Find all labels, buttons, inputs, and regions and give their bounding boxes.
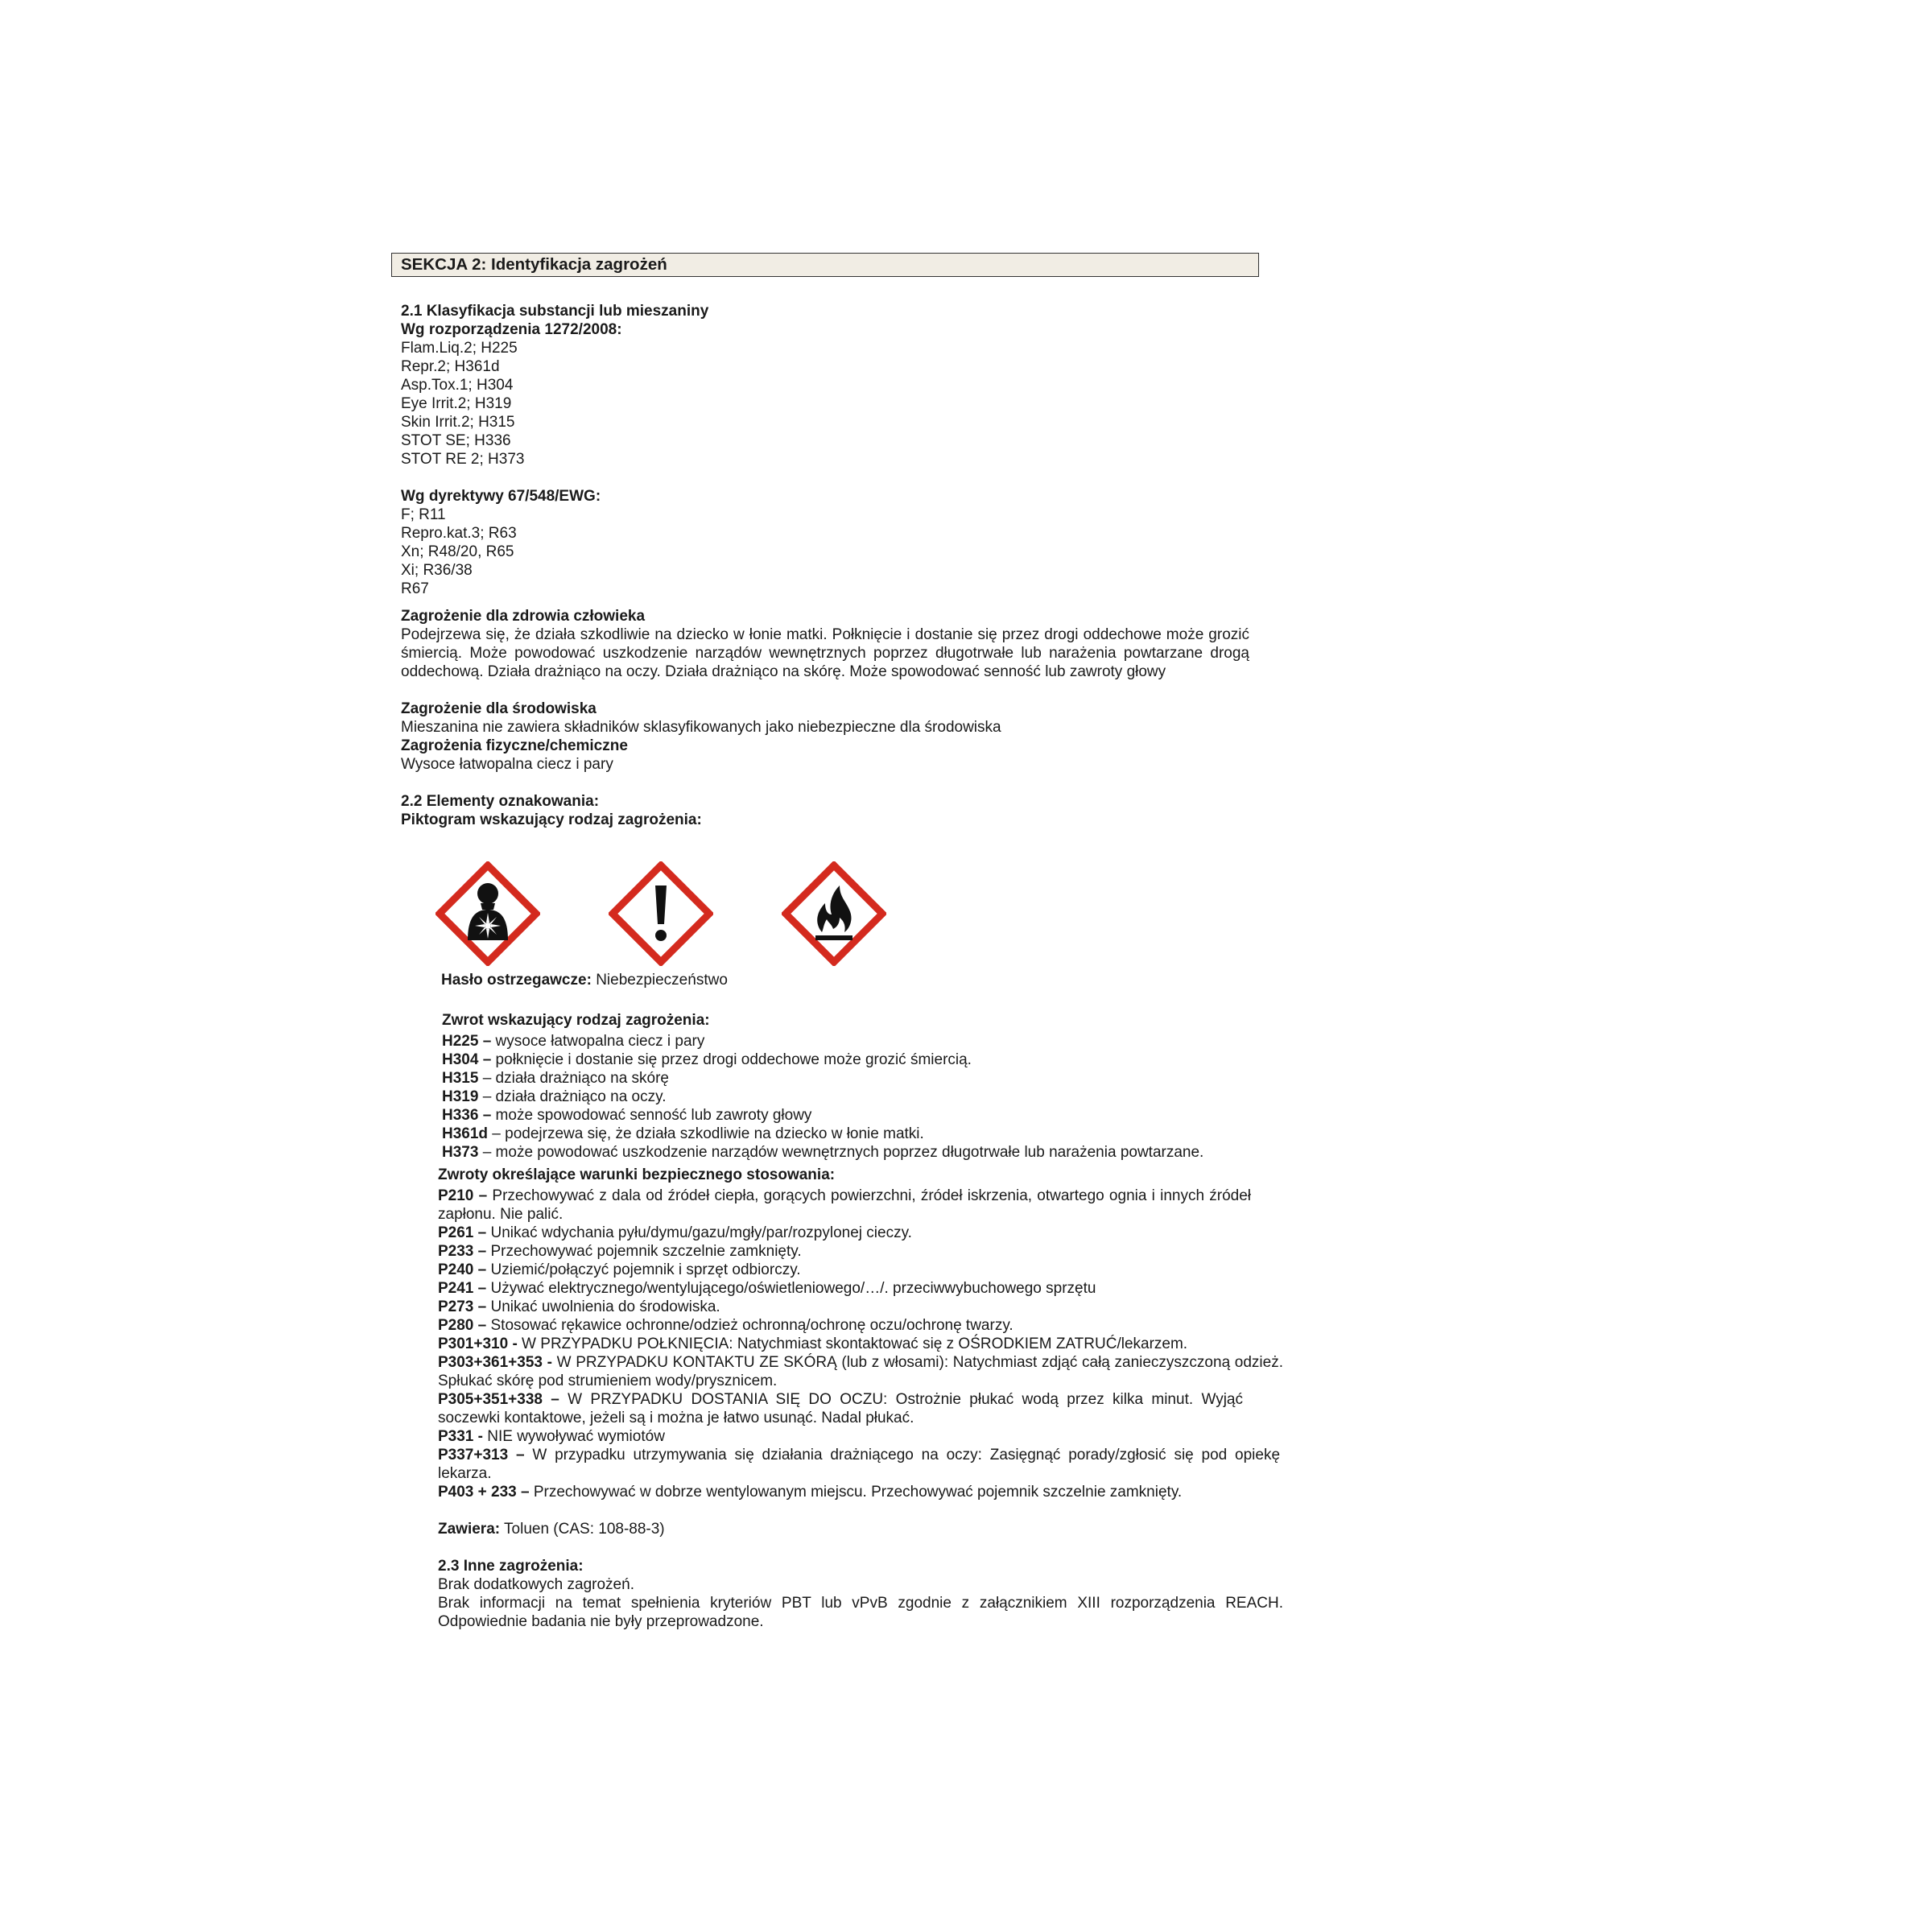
p-statement: P403 + 233 – Przechowywać w dobrze wentylowanym miejscu. Przechowywać pojemnik szczelnie zamknięty. bbox=[438, 1484, 1183, 1501]
h-statement: H361d – podejrzewa się, że działa szkodliwie na dziecko w łonie matki. bbox=[442, 1125, 924, 1142]
signal-word: Niebezpieczeństwo bbox=[596, 972, 728, 989]
clp-item: Skin Irrit.2; H315 bbox=[401, 414, 515, 431]
h-statement: H304 – połknięcie i dostanie się przez drogi oddechowe może grozić śmiercią. bbox=[442, 1051, 972, 1068]
dsd-item: R67 bbox=[401, 580, 429, 597]
clp-item: Asp.Tox.1; H304 bbox=[401, 377, 514, 394]
p-statements-heading: Zwroty określające warunki bezpiecznego stosowania: bbox=[438, 1166, 836, 1183]
health-hazard-icon bbox=[436, 861, 540, 966]
clp-heading: Wg rozporządzenia 1272/2008: bbox=[401, 321, 622, 338]
p-statement: P273 – Unikać uwolnienia do środowiska. bbox=[438, 1298, 720, 1315]
p-statement: P233 – Przechowywać pojemnik szczelnie zamknięty. bbox=[438, 1243, 802, 1260]
h-statement: H225 – wysoce łatwopalna ciecz i pary bbox=[442, 1033, 705, 1050]
clp-item: STOT SE; H336 bbox=[401, 432, 511, 449]
contains-text: Toluen (CAS: 108-88-3) bbox=[500, 1521, 665, 1538]
dsd-item: Xi; R36/38 bbox=[401, 562, 473, 579]
env-heading: Zagrożenie dla środowiska bbox=[401, 700, 597, 717]
p-statement: P305+351+338 – W PRZYPADKU DOSTANIA SIĘ DO OCZU: Ostrożnie płukać wodą przez kilka minut. Wyjąć soczewki kontaktowe, jeżeli są i można je łatwo usunąć. Nadal płukać. bbox=[438, 1391, 1244, 1426]
health-heading: Zagrożenie dla zdrowia człowieka bbox=[401, 608, 646, 625]
p-statement: P337+313 – W przypadku utrzymywania się działania drażniącego na oczy: Zasięgnąć porady/zgłosić się pod opiekę lekarza. bbox=[438, 1447, 1281, 1482]
section-2-3-heading: 2.3 Inne zagrożenia: bbox=[438, 1558, 584, 1575]
clp-item: Eye Irrit.2; H319 bbox=[401, 395, 512, 412]
p-statement: P210 – Przechowywać z dala od źródeł ciepła, gorących powierzchni, źródeł iskrzenia, otwartego ognia i innych źródeł zapłonu. Nie palić. bbox=[438, 1187, 1251, 1223]
section-2-1-heading: 2.1 Klasyfikacja substancji lub mieszaniny bbox=[401, 303, 709, 320]
p-statement: P241 – Używać elektrycznego/wentylującego/oświetleniowego/…/. przeciwwybuchowego sprzętu bbox=[438, 1280, 1096, 1297]
other-hazards-line: Brak dodatkowych zagrożeń. bbox=[438, 1576, 634, 1593]
signal-word-label: Hasło ostrzegawcze: bbox=[441, 972, 592, 989]
other-hazards-text: Brak informacji na temat spełnienia kryteriów PBT lub vPvB zgodnie z załącznikiem XIII rozporządzenia REACH. Odpowiednie badania nie były przeprowadzone. bbox=[438, 1595, 1283, 1630]
clp-item: STOT RE 2; H373 bbox=[401, 451, 525, 468]
p-statement: P280 – Stosować rękawice ochronne/odzież ochronną/ochronę oczu/ochronę twarzy. bbox=[438, 1317, 1013, 1334]
section-title: SEKCJA 2: Identyfikacja zagrożeń bbox=[401, 255, 667, 274]
exclamation-mark-icon bbox=[609, 861, 713, 966]
contains-label: Zawiera: bbox=[438, 1521, 501, 1538]
pictogram-heading: Piktogram wskazujący rodzaj zagrożenia: bbox=[401, 811, 702, 828]
signal-word-line bbox=[441, 971, 728, 989]
h-statement: H373 – może powodować uszkodzenie narządów wewnętrznych poprzez długotrwałe lub narażenia powtarzane. bbox=[442, 1144, 1204, 1161]
dsd-item: Repro.kat.3; R63 bbox=[401, 525, 517, 542]
clp-item: Flam.Liq.2; H225 bbox=[401, 340, 518, 357]
p-statement: P261 – Unikać wdychania pyłu/dymu/gazu/mgły/par/rozpylonej cieczy. bbox=[438, 1224, 912, 1241]
h-statement: H315 – działa drażniąco na skórę bbox=[442, 1070, 670, 1087]
dsd-item: Xn; R48/20, R65 bbox=[401, 543, 514, 560]
p-statement: P240 – Uziemić/połączyć pojemnik i sprzęt odbiorczy. bbox=[438, 1261, 801, 1278]
h-statements-heading: Zwrot wskazujący rodzaj zagrożenia: bbox=[442, 1012, 710, 1029]
p-statement: P331 - NIE wywoływać wymiotów bbox=[438, 1428, 665, 1445]
clp-item: Repr.2; H361d bbox=[401, 358, 500, 375]
env-text: Mieszanina nie zawiera składników sklasyfikowanych jako niebezpieczne dla środowiska bbox=[401, 719, 1001, 736]
h-statement: H319 – działa drażniąco na oczy. bbox=[442, 1088, 667, 1105]
flame-icon bbox=[782, 861, 886, 966]
contains-line bbox=[438, 1520, 665, 1538]
health-text: Podejrzewa się, że działa szkodliwie na dziecko w łonie matki. Połknięcie i dostanie się przez drogi oddechowe może grozić śmiercią. Może powodować uszkodzenie narządów wewnętrznych poprzez długotrwałe lub narażenia powtarzane drogą oddechową. Działa drażniąco na oczy. Działa drażniąco na skórę. Może spowodować senność lub zawroty głowy bbox=[401, 626, 1249, 680]
phys-heading: Zagrożenia fizyczne/chemiczne bbox=[401, 737, 628, 754]
dsd-heading: Wg dyrektywy 67/548/EWG: bbox=[401, 488, 601, 505]
phys-text: Wysoce łatwopalna ciecz i pary bbox=[401, 756, 613, 773]
h-statement: H336 – może spowodować senność lub zawroty głowy bbox=[442, 1107, 812, 1124]
p-statement: P303+361+353 - W PRZYPADKU KONTAKTU ZE SKÓRĄ (lub z włosami): Natychmiast zdjąć całą zanieczyszczoną odzież. Spłukać skórę pod strumieniem wody/prysznicem. bbox=[438, 1354, 1283, 1389]
section-2-2-heading: 2.2 Elementy oznakowania: bbox=[401, 793, 600, 810]
dsd-item: F; R11 bbox=[401, 506, 446, 523]
p-statement: P301+310 - W PRZYPADKU POŁKNIĘCIA: Natychmiast skontaktować się z OŚRODKIEM ZATRUĆ/lekarzem. bbox=[438, 1335, 1188, 1352]
